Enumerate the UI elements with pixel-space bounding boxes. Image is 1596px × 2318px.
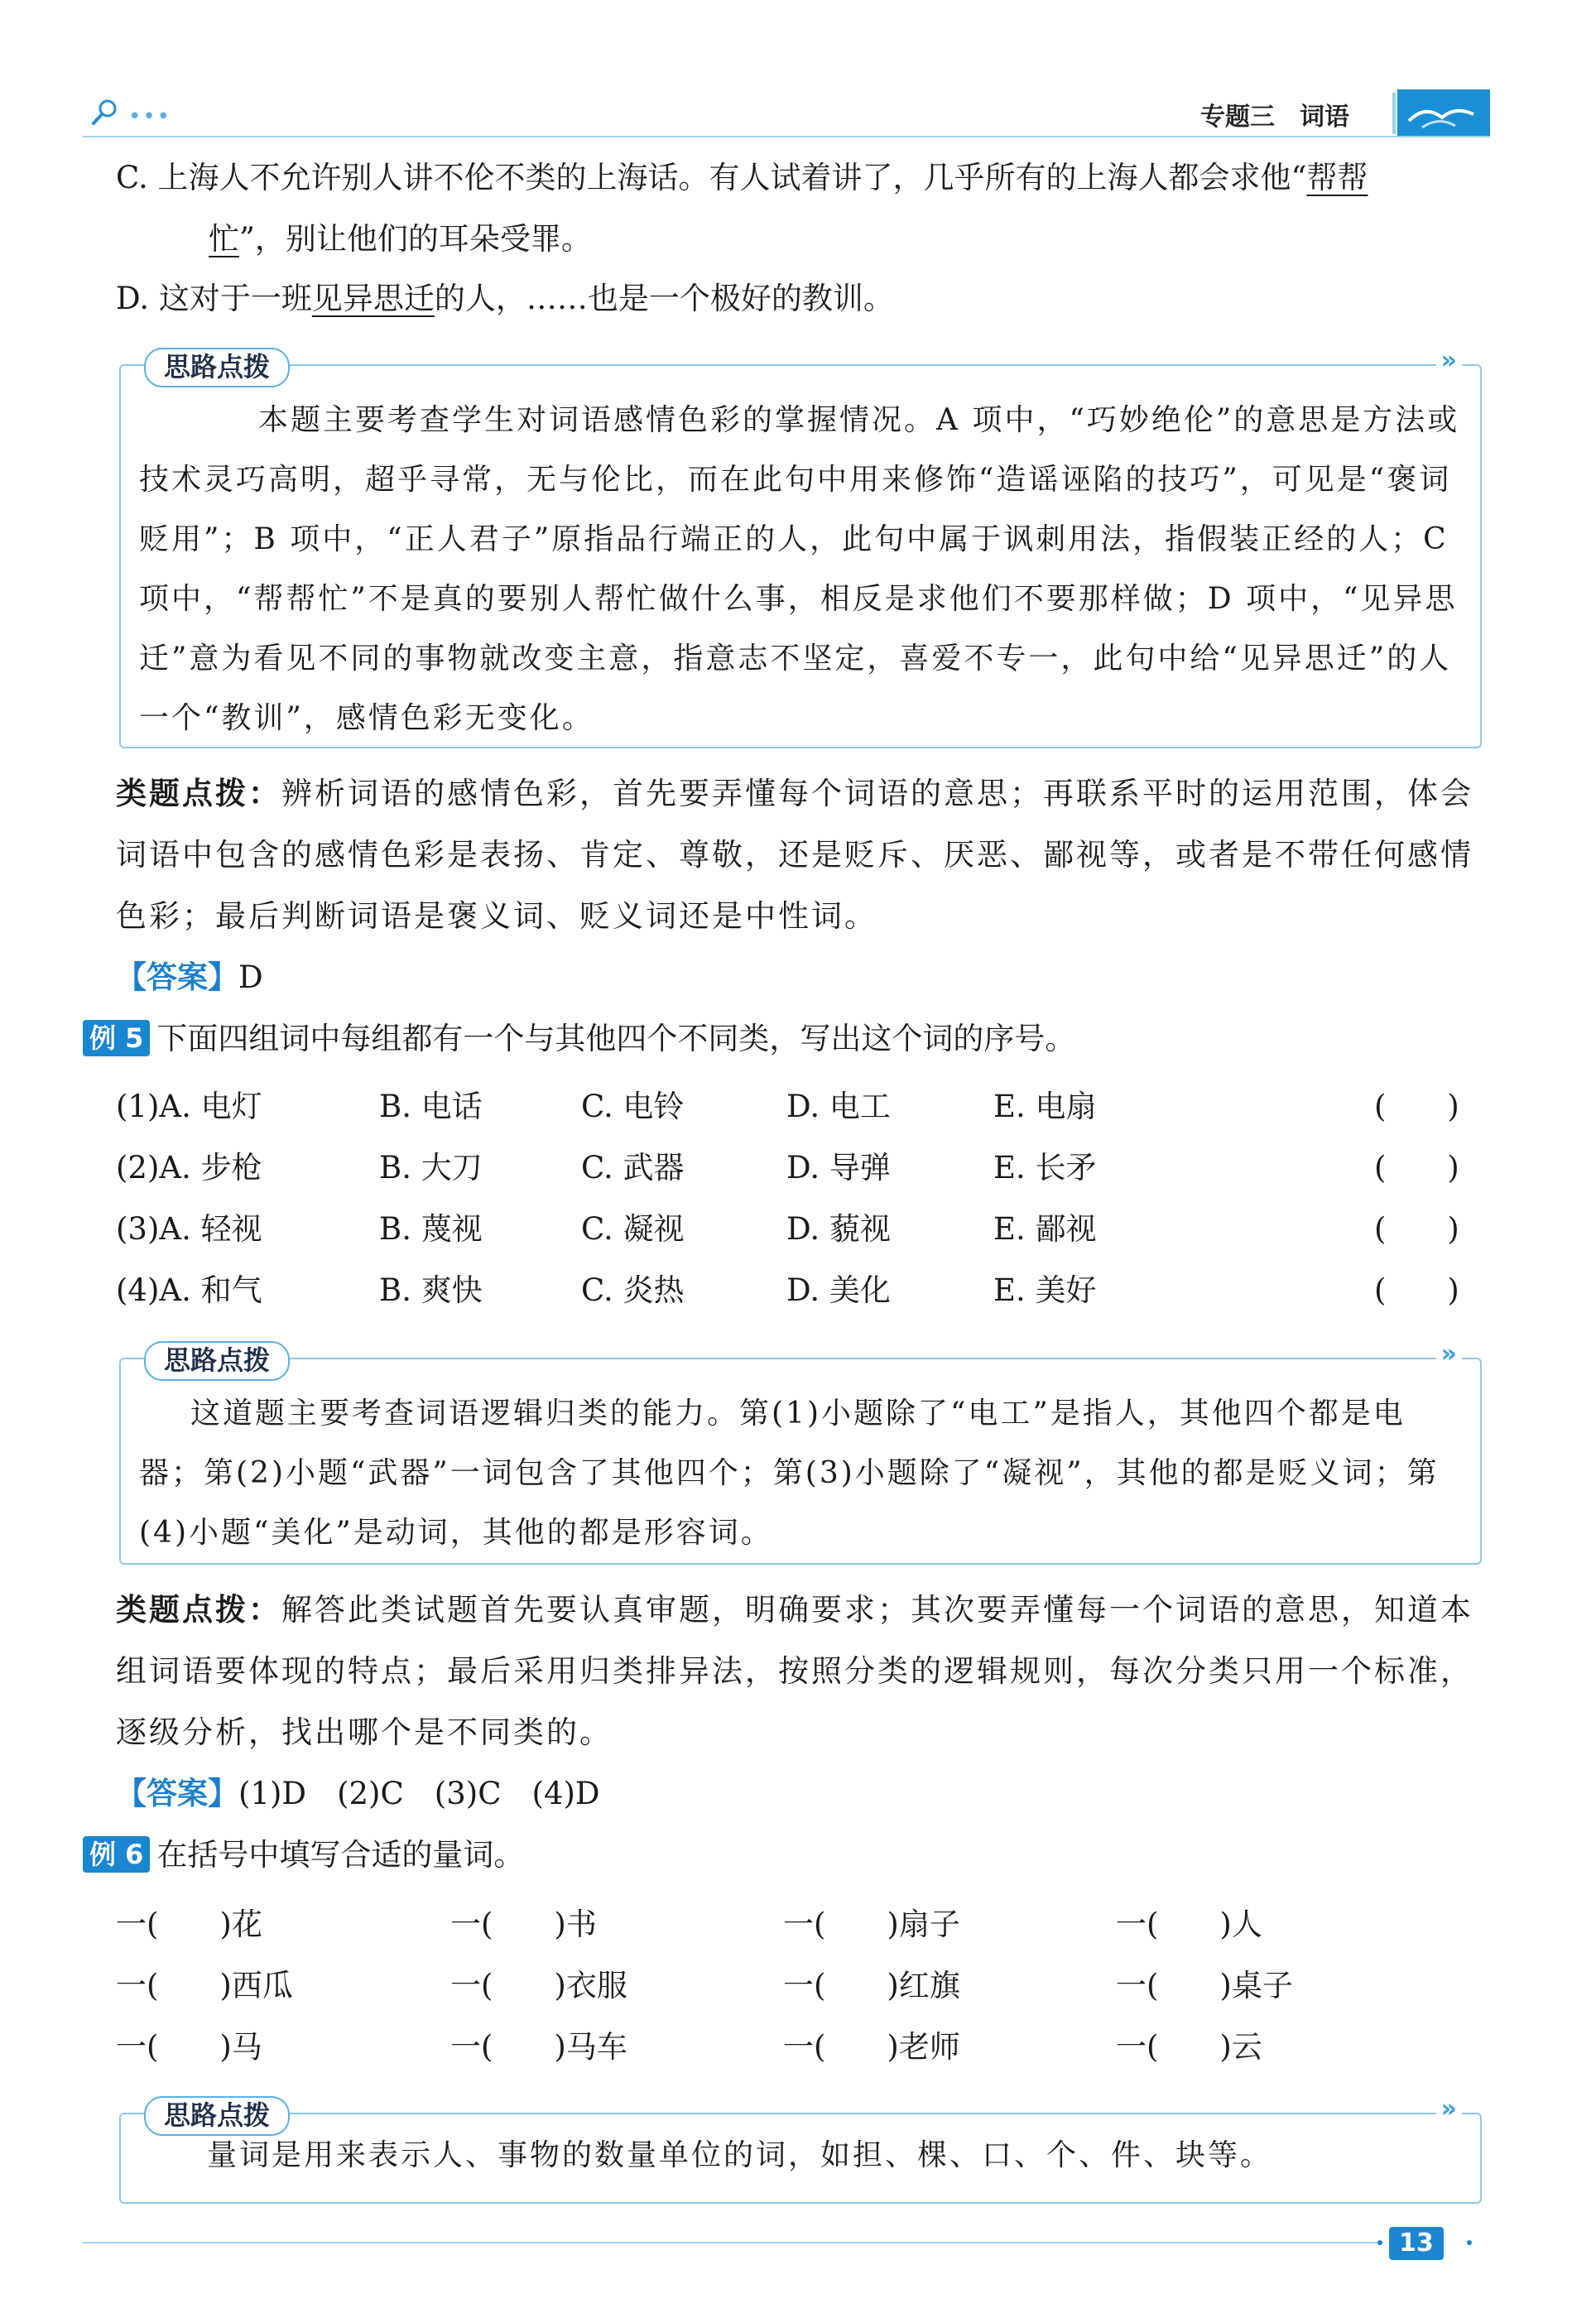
example-prompt: 下面四组词中每组都有一个与其他四个不同类，写出这个词的序号。 bbox=[156, 1021, 1076, 1056]
footer-dot bbox=[1467, 2240, 1472, 2245]
option-d-underlined: 见异思迁 bbox=[311, 281, 435, 316]
option-row bbox=[116, 1076, 1482, 1137]
blank-row bbox=[116, 1894, 1482, 1955]
option-d-text: D. 这对于一班 bbox=[116, 281, 312, 316]
footer-rule bbox=[83, 2242, 1382, 2243]
blank-row bbox=[116, 2017, 1482, 2078]
answer-1 bbox=[116, 947, 1482, 1008]
example-6-prompt bbox=[83, 1825, 1482, 1886]
option-cell: C. 凝视 bbox=[581, 1211, 685, 1247]
option-cell: B. 电话 bbox=[379, 1089, 483, 1124]
option-cell: D. 美化 bbox=[786, 1272, 891, 1308]
measure-word-blank[interactable]: 一( )花 bbox=[116, 1907, 262, 1942]
answer-blank[interactable]: ( ) bbox=[1374, 1150, 1459, 1185]
search-icon bbox=[89, 98, 123, 127]
option-cell: (4)A. 和气 bbox=[116, 1272, 262, 1308]
related-tip-text: 解答此类试题首先要认真审题，明确要求；其次要弄懂每一个词语的意思，知道本组词语要体现的特点；最后采用归类排异法，按照分类的逻辑规则，每次分类只用一个标准，逐级分析，找出哪个是不同类的。 bbox=[116, 1592, 1473, 1750]
measure-word-blank[interactable]: 一( )马 bbox=[116, 2029, 262, 2065]
option-cell: E. 长矛 bbox=[993, 1150, 1097, 1185]
option-cell: (3)A. 轻视 bbox=[116, 1211, 262, 1247]
option-cell: D. 电工 bbox=[786, 1089, 891, 1124]
answer-2 bbox=[116, 1763, 1482, 1825]
measure-word-blank[interactable]: 一( )书 bbox=[450, 1907, 597, 1942]
example-tag: 例 5 bbox=[83, 1020, 150, 1056]
option-cell: (2)A. 步枪 bbox=[116, 1150, 262, 1185]
tip-text bbox=[121, 2114, 1480, 2197]
option-c-tail: ”，别让他们的耳朵受罪。 bbox=[239, 221, 592, 257]
example-prompt: 在括号中填写合适的量词。 bbox=[156, 1837, 525, 1873]
tip-text bbox=[121, 1359, 1480, 1575]
option-c bbox=[116, 147, 1482, 270]
answer-tag: 【答案】 bbox=[116, 1776, 238, 1811]
blank-row bbox=[116, 1955, 1482, 2017]
related-tip-label: 类题点拨： bbox=[116, 776, 281, 811]
option-cell: E. 美好 bbox=[993, 1272, 1097, 1308]
answer-blank[interactable]: ( ) bbox=[1374, 1211, 1459, 1247]
tip-text-content: 本题主要考查学生对词语感情色彩的掌握情况。A 项中，“巧妙绝伦”的意思是方法或技术灵巧高明，超乎寻常，无与伦比，而在此句中用来修饰“造谣诬陷的技巧”，可见是“褒词贬用”；B 项中，“正人君子”原指品行端正的人，此句中属于讽刺用法，指假装正经的人；C 项中，“帮帮忙”不是真的要别人帮忙做什么事，相反是求他们不要那样做；D 项中，“见异思迁”意为看见不同的事物就改变主意，指意志不坚定，喜爱不专一，此句中给“见异思迁”的人一个“教训”，感情色彩无变化。 bbox=[139, 403, 1460, 735]
option-cell: D. 藐视 bbox=[786, 1211, 891, 1247]
tip-box-3 bbox=[119, 2094, 1482, 2204]
option-cell: (1)A. 电灯 bbox=[116, 1089, 262, 1124]
measure-word-blank[interactable]: 一( )桌子 bbox=[1116, 1968, 1293, 2003]
option-c-underlined-1: 帮帮 bbox=[1306, 160, 1368, 195]
measure-word-blank[interactable]: 一( )扇子 bbox=[783, 1907, 960, 1942]
example-5-prompt bbox=[83, 1008, 1482, 1070]
option-row bbox=[116, 1137, 1482, 1199]
answer-value: (1)D (2)C (3)C (4)D bbox=[238, 1776, 600, 1811]
related-tip-1 bbox=[116, 763, 1482, 947]
related-tip-text: 辨析词语的感情色彩，首先要弄懂每个词语的意思；再联系平时的运用范围，体会词语中包含的感情色彩是表扬、肯定、尊敬，还是贬斥、厌恶、鄙视等，或者是不带任何感情色彩；最后判断词语是褒义词、贬义词还是中性词。 bbox=[116, 776, 1473, 934]
tip-text bbox=[121, 366, 1480, 760]
tip-title: 思路点拨 bbox=[144, 2096, 290, 2136]
page-number: 13 bbox=[1389, 2227, 1444, 2260]
answer-blank[interactable]: ( ) bbox=[1374, 1272, 1459, 1308]
option-d-tail: 的人，……也是一个极好的教训。 bbox=[434, 281, 894, 316]
option-cell: C. 武器 bbox=[581, 1150, 685, 1185]
footer-dot bbox=[1377, 2240, 1382, 2245]
option-c-underlined-2: 忙 bbox=[209, 221, 239, 257]
option-cell: B. 大刀 bbox=[379, 1150, 483, 1185]
example-tag: 例 6 bbox=[83, 1836, 150, 1873]
measure-word-blank[interactable]: 一( )西瓜 bbox=[116, 1968, 293, 2003]
option-cell: D. 导弹 bbox=[786, 1150, 891, 1185]
tip-text-content: 这道题主要考查词语逻辑归类的能力。第(1)小题除了“电工”是指人，其他四个都是电器；第(2)小题“武器”一词包含了其他四个；第(3)小题除了“凝视”，其他的都是贬义词；第(4)小题“美化”是动词，其他的都是形容词。 bbox=[139, 1397, 1440, 1550]
tip-text-content: 量词是用来表示人、事物的数量单位的词，如担、棵、口、个、件、块等。 bbox=[207, 2138, 1273, 2172]
measure-word-blank[interactable]: 一( )云 bbox=[1116, 2029, 1262, 2065]
header-divider bbox=[1392, 93, 1396, 134]
option-cell: C. 电铃 bbox=[581, 1089, 685, 1124]
related-tip-2 bbox=[116, 1580, 1482, 1763]
measure-word-blank[interactable]: 一( )马车 bbox=[450, 2029, 627, 2065]
seagull-logo-icon bbox=[1397, 89, 1490, 136]
double-chevron-icon: » bbox=[1436, 2094, 1462, 2123]
answer-blank[interactable]: ( ) bbox=[1374, 1089, 1459, 1124]
option-cell: E. 鄙视 bbox=[993, 1211, 1097, 1247]
option-cell: E. 电扇 bbox=[993, 1089, 1097, 1124]
option-cell: B. 爽快 bbox=[379, 1272, 483, 1308]
tip-box-2 bbox=[119, 1339, 1482, 1565]
measure-word-blank[interactable]: 一( )衣服 bbox=[450, 1968, 627, 2003]
double-chevron-icon: » bbox=[1436, 346, 1462, 375]
option-row bbox=[116, 1260, 1482, 1321]
double-chevron-icon: » bbox=[1436, 1339, 1462, 1368]
option-cell: B. 蔑视 bbox=[379, 1211, 483, 1247]
header-dots: ••• bbox=[128, 104, 172, 129]
option-d bbox=[116, 268, 1482, 329]
header-rule bbox=[83, 136, 1490, 137]
option-cell: C. 炎热 bbox=[581, 1272, 685, 1308]
measure-word-blank[interactable]: 一( )红旗 bbox=[783, 1968, 960, 2003]
tip-title: 思路点拨 bbox=[144, 348, 290, 387]
tip-box-1 bbox=[119, 346, 1482, 748]
related-tip-label: 类题点拨： bbox=[116, 1592, 281, 1628]
answer-tag: 【答案】 bbox=[116, 959, 238, 995]
measure-word-blank[interactable]: 一( )老师 bbox=[783, 2029, 960, 2065]
answer-value: D bbox=[238, 959, 263, 995]
topic-title: 专题三 词语 bbox=[1200, 103, 1349, 132]
option-row bbox=[116, 1199, 1482, 1260]
measure-word-blank[interactable]: 一( )人 bbox=[1116, 1907, 1262, 1942]
tip-title: 思路点拨 bbox=[144, 1341, 290, 1381]
option-c-text: C. 上海人不允许别人讲不伦不类的上海话。有人试着讲了，几乎所有的上海人都会求他“ bbox=[116, 160, 1307, 195]
